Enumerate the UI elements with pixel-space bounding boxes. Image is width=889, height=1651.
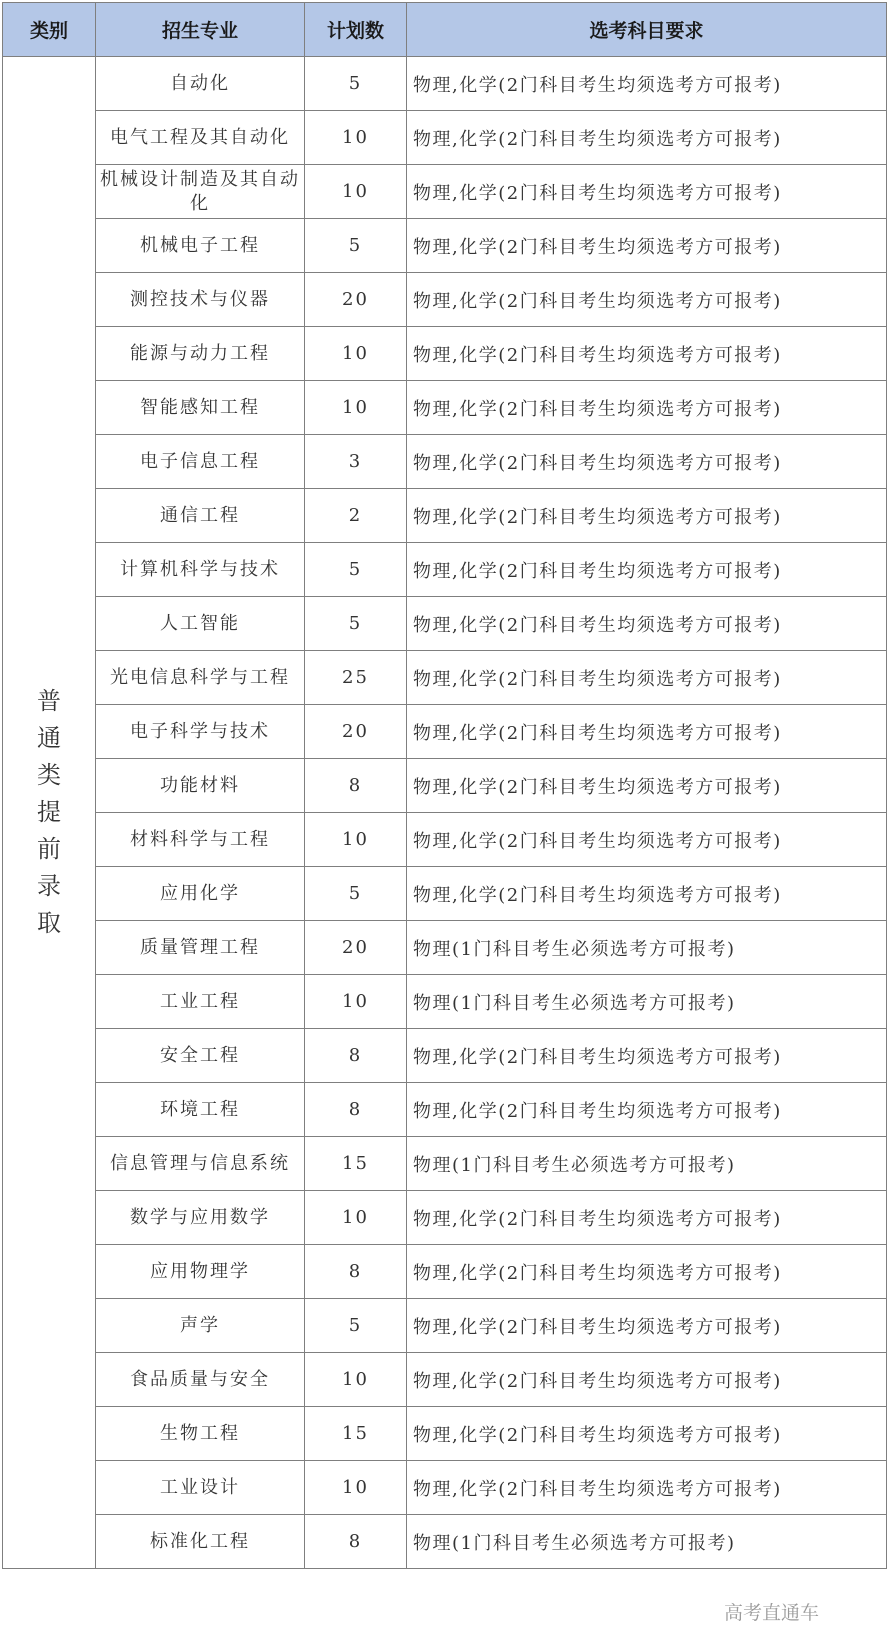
plan-cell: 10 xyxy=(305,165,407,219)
plan-cell: 5 xyxy=(305,219,407,273)
major-cell: 声学 xyxy=(96,1299,305,1353)
table-row xyxy=(3,597,887,651)
table-row xyxy=(3,975,887,1029)
plan-cell: 5 xyxy=(305,57,407,111)
plan-cell: 10 xyxy=(305,1353,407,1407)
watermark: 高考直通车 xyxy=(723,1602,819,1624)
major-cell: 应用化学 xyxy=(96,867,305,921)
plan-cell: 20 xyxy=(305,705,407,759)
plan-cell: 8 xyxy=(305,1245,407,1299)
requirement-cell: 物理,化学(2门科目考生均须选考方可报考) xyxy=(407,327,887,381)
plan-cell: 8 xyxy=(305,759,407,813)
requirement-cell: 物理,化学(2门科目考生均须选考方可报考) xyxy=(407,867,887,921)
table-row xyxy=(3,1029,887,1083)
major-cell: 生物工程 xyxy=(96,1407,305,1461)
major-cell: 电子信息工程 xyxy=(96,435,305,489)
table-row xyxy=(3,1515,887,1569)
plan-cell: 15 xyxy=(305,1407,407,1461)
table-row xyxy=(3,1191,887,1245)
plan-cell: 10 xyxy=(305,1461,407,1515)
major-cell: 材料科学与工程 xyxy=(96,813,305,867)
major-cell: 智能感知工程 xyxy=(96,381,305,435)
table-row xyxy=(3,705,887,759)
requirement-cell: 物理,化学(2门科目考生均须选考方可报考) xyxy=(407,489,887,543)
requirement-cell: 物理,化学(2门科目考生均须选考方可报考) xyxy=(407,1299,887,1353)
major-cell: 数学与应用数学 xyxy=(96,1191,305,1245)
requirement-cell: 物理,化学(2门科目考生均须选考方可报考) xyxy=(407,435,887,489)
requirement-cell: 物理,化学(2门科目考生均须选考方可报考) xyxy=(407,381,887,435)
table-row xyxy=(3,1245,887,1299)
table-row xyxy=(3,921,887,975)
requirement-cell: 物理,化学(2门科目考生均须选考方可报考) xyxy=(407,57,887,111)
plan-cell: 25 xyxy=(305,651,407,705)
table-row xyxy=(3,1299,887,1353)
major-cell: 自动化 xyxy=(96,57,305,111)
plan-cell: 3 xyxy=(305,435,407,489)
table-row xyxy=(3,1407,887,1461)
table-row xyxy=(3,219,887,273)
header-requirement: 选考科目要求 xyxy=(407,3,887,57)
major-cell: 信息管理与信息系统 xyxy=(96,1137,305,1191)
table-body xyxy=(3,57,887,1569)
table-row xyxy=(3,867,887,921)
table-row xyxy=(3,1353,887,1407)
major-cell: 能源与动力工程 xyxy=(96,327,305,381)
requirement-cell: 物理,化学(2门科目考生均须选考方可报考) xyxy=(407,705,887,759)
major-cell: 机械设计制造及其自动化 xyxy=(96,165,305,219)
major-cell: 质量管理工程 xyxy=(96,921,305,975)
table-row xyxy=(3,1461,887,1515)
plan-cell: 10 xyxy=(305,381,407,435)
requirement-cell: 物理,化学(2门科目考生均须选考方可报考) xyxy=(407,111,887,165)
table-row xyxy=(3,1083,887,1137)
requirement-cell: 物理,化学(2门科目考生均须选考方可报考) xyxy=(407,273,887,327)
header-plan: 计划数 xyxy=(305,3,407,57)
major-cell: 工业设计 xyxy=(96,1461,305,1515)
plan-cell: 10 xyxy=(305,813,407,867)
requirement-cell: 物理,化学(2门科目考生均须选考方可报考) xyxy=(407,813,887,867)
requirement-cell: 物理(1门科目考生必须选考方可报考) xyxy=(407,1137,887,1191)
table-row xyxy=(3,165,887,219)
plan-cell: 10 xyxy=(305,1191,407,1245)
table-row xyxy=(3,57,887,111)
table-row xyxy=(3,273,887,327)
major-cell: 人工智能 xyxy=(96,597,305,651)
major-cell: 电气工程及其自动化 xyxy=(96,111,305,165)
major-cell: 工业工程 xyxy=(96,975,305,1029)
plan-cell: 2 xyxy=(305,489,407,543)
table-row xyxy=(3,543,887,597)
plan-cell: 8 xyxy=(305,1515,407,1569)
plan-cell: 5 xyxy=(305,597,407,651)
requirement-cell: 物理,化学(2门科目考生均须选考方可报考) xyxy=(407,1461,887,1515)
requirement-cell: 物理(1门科目考生必须选考方可报考) xyxy=(407,975,887,1029)
requirement-cell: 物理,化学(2门科目考生均须选考方可报考) xyxy=(407,759,887,813)
major-cell: 光电信息科学与工程 xyxy=(96,651,305,705)
header-major: 招生专业 xyxy=(96,3,305,57)
table-row xyxy=(3,813,887,867)
plan-cell: 8 xyxy=(305,1083,407,1137)
table-row xyxy=(3,327,887,381)
table-row xyxy=(3,489,887,543)
requirement-cell: 物理,化学(2门科目考生均须选考方可报考) xyxy=(407,219,887,273)
plan-cell: 5 xyxy=(305,867,407,921)
major-cell: 计算机科学与技术 xyxy=(96,543,305,597)
requirement-cell: 物理,化学(2门科目考生均须选考方可报考) xyxy=(407,651,887,705)
major-cell: 测控技术与仪器 xyxy=(96,273,305,327)
table-row xyxy=(3,435,887,489)
plan-cell: 10 xyxy=(305,111,407,165)
major-cell: 环境工程 xyxy=(96,1083,305,1137)
requirement-cell: 物理(1门科目考生必须选考方可报考) xyxy=(407,1515,887,1569)
requirement-cell: 物理(1门科目考生必须选考方可报考) xyxy=(407,921,887,975)
plan-cell: 8 xyxy=(305,1029,407,1083)
table-row xyxy=(3,759,887,813)
major-cell: 功能材料 xyxy=(96,759,305,813)
requirement-cell: 物理,化学(2门科目考生均须选考方可报考) xyxy=(407,1191,887,1245)
plan-cell: 5 xyxy=(305,543,407,597)
requirement-cell: 物理,化学(2门科目考生均须选考方可报考) xyxy=(407,543,887,597)
major-cell: 应用物理学 xyxy=(96,1245,305,1299)
requirement-cell: 物理,化学(2门科目考生均须选考方可报考) xyxy=(407,1083,887,1137)
requirement-cell: 物理,化学(2门科目考生均须选考方可报考) xyxy=(407,1029,887,1083)
table-row xyxy=(3,111,887,165)
table-row xyxy=(3,381,887,435)
category-label: 普通类提前录取 xyxy=(37,687,61,937)
requirement-cell: 物理,化学(2门科目考生均须选考方可报考) xyxy=(407,597,887,651)
enrollment-table xyxy=(2,2,887,1569)
major-cell: 通信工程 xyxy=(96,489,305,543)
plan-cell: 10 xyxy=(305,975,407,1029)
plan-cell: 10 xyxy=(305,327,407,381)
major-cell: 机械电子工程 xyxy=(96,219,305,273)
header-row xyxy=(3,3,887,57)
requirement-cell: 物理,化学(2门科目考生均须选考方可报考) xyxy=(407,165,887,219)
major-cell: 安全工程 xyxy=(96,1029,305,1083)
plan-cell: 20 xyxy=(305,921,407,975)
requirement-cell: 物理,化学(2门科目考生均须选考方可报考) xyxy=(407,1407,887,1461)
requirement-cell: 物理,化学(2门科目考生均须选考方可报考) xyxy=(407,1245,887,1299)
table-row xyxy=(3,1137,887,1191)
plan-cell: 20 xyxy=(305,273,407,327)
plan-cell: 5 xyxy=(305,1299,407,1353)
major-cell: 标准化工程 xyxy=(96,1515,305,1569)
category-cell xyxy=(3,57,96,1569)
plan-cell: 15 xyxy=(305,1137,407,1191)
requirement-cell: 物理,化学(2门科目考生均须选考方可报考) xyxy=(407,1353,887,1407)
header-category: 类别 xyxy=(3,3,96,57)
table-row xyxy=(3,651,887,705)
major-cell: 食品质量与安全 xyxy=(96,1353,305,1407)
major-cell: 电子科学与技术 xyxy=(96,705,305,759)
